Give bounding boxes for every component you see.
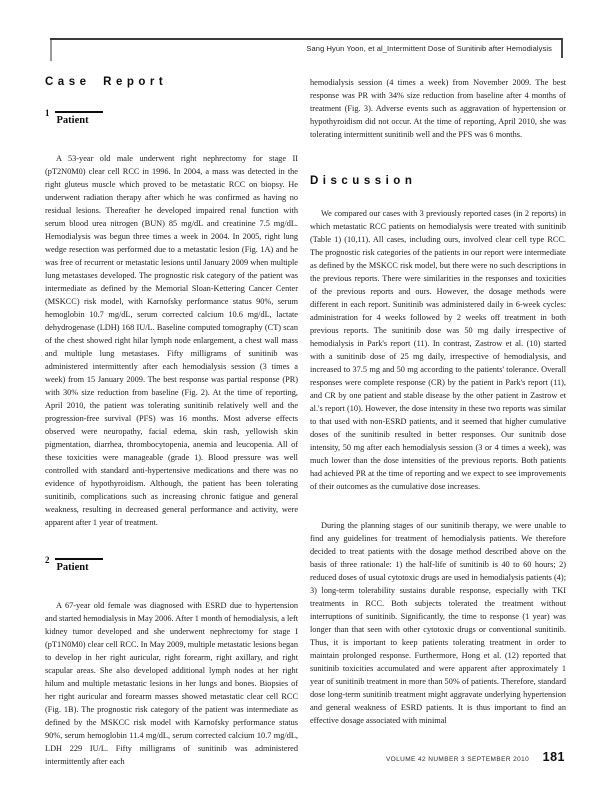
section-title-patient-2: Patient	[55, 558, 103, 573]
case-report-heading: Case Report	[45, 76, 168, 88]
discussion-paragraph-2: During the planning stages of our sunitinib therapy, we were unable to find any guidelines for treatment of hemodialysis patients. We therefore decided to treat patients with the dosage method described above on the basis of three rationale: 1) the half-life of sunitinib is 40 to 60 hours; 2) reduced doses of usual cytotoxic drugs are used in hemodialysis patients (4); 3) long-term tolerability sustains durable response, especially with TKI treatments in RCC. Both subjects tolerated the treatment without interruptions of sunitinib. Significantly, the time to response (1 year) was longer than that seen with other cytotoxic drugs or conventional sunitinib. Thus, it is important to keep patients tolerating treatment in order to maintain prolonged response. Furthermore, Hong et al. (12) reported that sunitinib toxicities accumulated and were apparent after approximately 1 year of sunitinib treatment in more than 50% of patients. Therefore, standard dose long-term sunitinib treatment might aggravate underlying hypertension and general weakness of ESRD patients. It is thus important to find an effective dosage associated with minimal	[310, 521, 566, 725]
journal-volume-info: VOLUME 42 NUMBER 3 SEPTEMBER 2010	[385, 756, 530, 763]
running-title: Sang Hyun Yoon, et al_Intermittent Dose of Sunitinib after Hemodialysis	[306, 44, 552, 53]
patient-2-continuation-paragraph: hemodialysis session (4 times a week) from November 2009. The best response was PR with 34% size reduction from baseline after 4 months of treatment (Fig. 3). Adverse events such as aggravation of hypertension or hypothyroidism did not occur. At the time of reporting, April 2010, she was tolerating intermittent sunitinib well and the PFS was 6 months.	[310, 78, 566, 139]
patient-1-paragraph: A 53-year old male underwent right nephrectomy for stage II (pT2N0M0) clear cell RCC in 1996. In 2004, a mass was detected in the right gluteus muscle which proved to be metastatic RCC on biopsy. He underwent radiation therapy after which he was confirmed as having no residual lesions. Thereafter he developed impaired renal function with serum blood urea nitrogen (BUN) 85 mg/dL and creatinine 7.5 mg/dL. Hemodialysis was begun three times a week in 2004. In 2005, right lung wedge resection was performed due to a metastatic lesion (Fig. 1A) and he was free of recurrent or metastatic lesions until January 2009 when multiple lung metastases developed. The prognostic risk category of the patient was intermediate as defined by the Memorial Sloan-Kettering Cancer Center (MSKCC) risk model, with Karnofsky performance status 90%, serum hemoglobin 10.7 mg/dL, serum corrected calcium 10.6 mg/dL, lactate dehydrogenase (LDH) 168 IU/L. Baseline computed tomography (CT) scan of the chest showed right hilar lymph node enlargement, a chest wall mass and multiple lung metastases. Fifty milligrams of sunitinib was administered intermittently after each hemodialysis session (3 times a week) from 15 January 2009. The best response was partial response (PR) with 30% size reduction from baseline (Fig. 2). At the time of reporting, April 2010, the patient was tolerating sunitinib relatively well and the progression-free survival (PFS) was 16 months. Most adverse effects observed were neuropathy, facial edema, skin rash, yellowish skin pigmentation, diarrhea, thrombocytopenia, anemia and leucopenia. All of these toxicities were manageable (grade 1). Blood pressure was well controlled with standard anti-hypertensive medications and there was no evidence of hypothyroidism. Although, the patient has been tolerating sunitinib, complications such as increasing chronic fatigue and general weakness, resulting in decreased general performance and activity, were apparent after 1 year of treatment.	[45, 154, 298, 527]
page-number: 181	[542, 750, 565, 764]
discussion-heading: Discussion	[310, 175, 417, 187]
section-head-patient-1	[45, 108, 298, 128]
right-column	[310, 76, 566, 753]
discussion-paragraph-1: We compared our cases with 3 previously reported cases (in 2 reports) in which metastatic RCC patients on hemodialysis were treated with sunitinib (Table 1) (10,11). All cases, including ours, involved clear cell type RCC. The prognostic risk categories of the patients in our report were intermediate as defined by the MSKCC risk model, but there were no such descriptions in the previous reports. There were similarities in the responses and toxicities of the previous reports and ours. However, the dosage methods were different in each report. Sunitinib was administered daily in 6-week cycles: administration for 4 weeks followed by 2 weeks off treatment in both previous reports. The sunitinib dose was 50 mg daily irrespective of hemodialysis in Park's report (11). In contrast, Zastrow et al. (10) started with a sunitinib dose of 25 mg daily, irrespective of hemodialysis, and increased to 37.5 mg and 50 mg according to the patients' tolerance. Overall responses were complete response (CR) by the patient in Park's report (11), and CR by one patient and stable disease by the other patient in Zastrow et al.'s report (10). However, the dose intensity in these two reports was similar to that used with non-ESRD patients, and it seemed that higher cumulative doses of the sunitinib resulted in better responses. Our sunitnib dose intensity, 50 mg after each hemodialysis session (3 or 4 times a week), was much lower than the dose intensities of the previous reports. Both patients had achieved PR at the time of reporting and we expect to see improvements of their outcomes as the cumulative dose increases.	[310, 209, 566, 491]
page-footer	[386, 748, 565, 766]
running-header-rule	[50, 38, 563, 53]
section-head-patient-2	[45, 555, 298, 575]
patient-2-paragraph: A 67-year old female was diagnosed with ESRD due to hypertension and started hemodialysis in May 2006. After 1 month of hemodialysis, a left kidney tumor developed and she underwent nephrectomy for stage I (pT1N0M0) clear cell RCC. In May 2009, multiple metastatic lesions began to develop in her right auricular, right forearm, right axillary, and right scapular areas. She also developed additional lymph nodes at her right hilum and multiple metastatic lesions in her lungs and bones. Biopsies of her right auricular and forearm masses showed metastatic clear cell RCC (Fig. 1B). The prognostic risk category of the patient was intermediate as defined by the MSKCC risk model with Karnofsky performance status 90%, serum hemoglobin 11.4 mg/dL, serum corrected calcium 10.7 mg/dL, LDH 229 IU/L. Fifty milligrams of sunitinib was administered intermittently after each	[45, 601, 299, 766]
section-title-patient-1: Patient	[55, 111, 103, 126]
left-column	[45, 76, 298, 794]
section-number-1: 1	[45, 108, 50, 118]
section-number-2: 2	[45, 555, 50, 565]
